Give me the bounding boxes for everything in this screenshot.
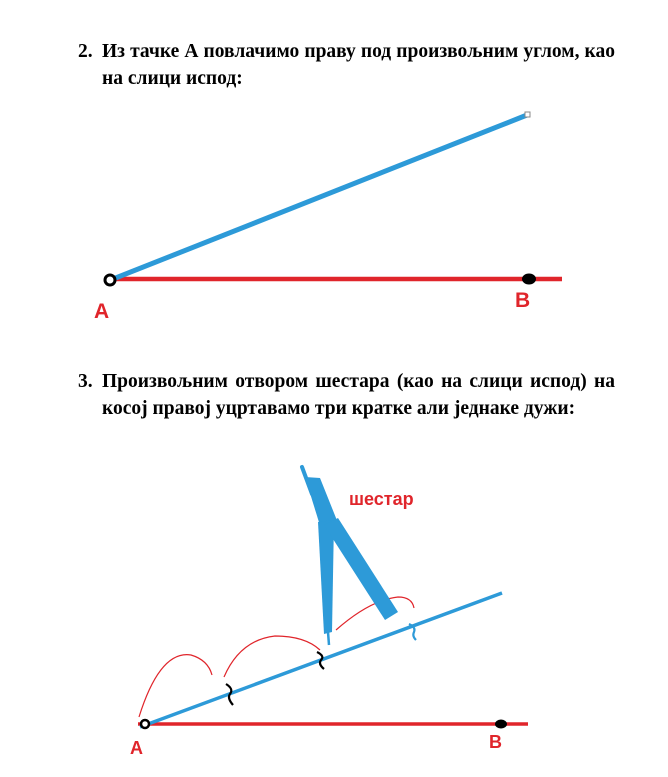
step-text: Из тачке А повлачимо праву под произвољним углом, као на слици испод: bbox=[102, 41, 615, 89]
step-number: 3. bbox=[78, 371, 93, 392]
ray-end-marker bbox=[525, 112, 530, 117]
compass-needle bbox=[328, 632, 329, 645]
point-b bbox=[522, 274, 536, 285]
point-a bbox=[141, 720, 149, 728]
label-point-b: B bbox=[515, 289, 531, 312]
point-a bbox=[105, 275, 115, 285]
compass-right-leg bbox=[324, 518, 398, 620]
compass-left-leg bbox=[318, 520, 334, 634]
figure-1 bbox=[94, 112, 562, 323]
label-point-b: B bbox=[489, 732, 502, 752]
label-point-a: A bbox=[94, 300, 110, 323]
label-point-a: A bbox=[130, 738, 143, 758]
compass-label: шестар bbox=[349, 489, 414, 509]
point-b bbox=[495, 720, 507, 729]
ray-from-a bbox=[108, 115, 527, 281]
step-text: Произвољним отвором шестара (као на слици испод) на косој правој уцртавамо три кратке али једнаке дужи: bbox=[102, 371, 615, 419]
compass-arc-1 bbox=[139, 655, 212, 717]
step-number: 2. bbox=[78, 41, 93, 62]
compass-arc-2 bbox=[224, 636, 320, 677]
figure-2 bbox=[130, 467, 528, 758]
step-3 bbox=[78, 368, 615, 422]
